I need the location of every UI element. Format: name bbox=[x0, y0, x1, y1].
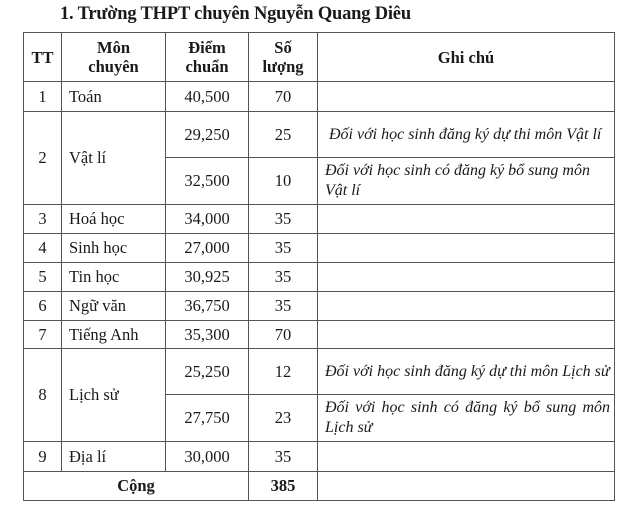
cell-ghi-chu: Đối với học sinh có đăng ký bổ sung môn Vật lí bbox=[318, 158, 615, 205]
cell-mon: Địa lí bbox=[62, 442, 166, 472]
cell-ghi-chu bbox=[318, 321, 615, 349]
cell-so-luong: 70 bbox=[249, 321, 318, 349]
document-title: 1. Trường THPT chuyên Nguyễn Quang Diêu bbox=[60, 4, 411, 24]
cell-tt: 8 bbox=[24, 349, 62, 442]
header-diem-chuan: Điểm chuẩn bbox=[166, 33, 249, 82]
table-row bbox=[24, 82, 615, 112]
cell-so-luong: 12 bbox=[249, 349, 318, 395]
cell-so-luong: 70 bbox=[249, 82, 318, 112]
cell-mon: Sinh học bbox=[62, 234, 166, 263]
cell-diem: 25,250 bbox=[166, 349, 249, 395]
cell-mon: Hoá học bbox=[62, 205, 166, 234]
total-ghi-chu bbox=[318, 472, 615, 501]
cell-mon: Tin học bbox=[62, 263, 166, 292]
cell-ghi-chu bbox=[318, 292, 615, 321]
cell-mon: Toán bbox=[62, 82, 166, 112]
cell-diem: 35,300 bbox=[166, 321, 249, 349]
table-total-row bbox=[24, 472, 615, 501]
cell-diem: 27,750 bbox=[166, 395, 249, 442]
cell-tt: 6 bbox=[24, 292, 62, 321]
cell-diem: 40,500 bbox=[166, 82, 249, 112]
cell-mon: Vật lí bbox=[62, 112, 166, 205]
cell-ghi-chu bbox=[318, 205, 615, 234]
cell-diem: 30,000 bbox=[166, 442, 249, 472]
table-row bbox=[24, 442, 615, 472]
table-row bbox=[24, 263, 615, 292]
cell-tt: 2 bbox=[24, 112, 62, 205]
table-row bbox=[24, 205, 615, 234]
cell-so-luong: 35 bbox=[249, 263, 318, 292]
cell-ghi-chu bbox=[318, 82, 615, 112]
total-value: 385 bbox=[249, 472, 318, 501]
header-tt: TT bbox=[24, 33, 62, 82]
table-row bbox=[24, 112, 615, 158]
cell-ghi-chu: Đối với học sinh đăng ký dự thi môn Lịch sử bbox=[318, 349, 615, 395]
cell-diem: 36,750 bbox=[166, 292, 249, 321]
table-row bbox=[24, 321, 615, 349]
header-so-luong: Số lượng bbox=[249, 33, 318, 82]
cell-ghi-chu bbox=[318, 234, 615, 263]
table-header-row bbox=[24, 33, 615, 82]
table-row bbox=[24, 349, 615, 395]
header-ghi-chu: Ghi chú bbox=[318, 33, 615, 82]
cell-ghi-chu: Đối với học sinh đăng ký dự thi môn Vật lí bbox=[318, 112, 615, 158]
cell-so-luong: 35 bbox=[249, 442, 318, 472]
cell-tt: 5 bbox=[24, 263, 62, 292]
cell-so-luong: 25 bbox=[249, 112, 318, 158]
cell-diem: 29,250 bbox=[166, 112, 249, 158]
cell-tt: 9 bbox=[24, 442, 62, 472]
cell-mon: Tiếng Anh bbox=[62, 321, 166, 349]
cell-ghi-chu bbox=[318, 442, 615, 472]
header-mon-chuyen: Môn chuyên bbox=[62, 33, 166, 82]
cell-diem: 30,925 bbox=[166, 263, 249, 292]
cell-mon: Lịch sử bbox=[62, 349, 166, 442]
total-label: Cộng bbox=[24, 472, 249, 501]
cell-diem: 32,500 bbox=[166, 158, 249, 205]
cell-tt: 4 bbox=[24, 234, 62, 263]
cell-tt: 3 bbox=[24, 205, 62, 234]
admission-scores-table bbox=[23, 32, 615, 501]
cell-diem: 27,000 bbox=[166, 234, 249, 263]
cell-so-luong: 35 bbox=[249, 205, 318, 234]
cell-so-luong: 35 bbox=[249, 292, 318, 321]
table-row bbox=[24, 292, 615, 321]
cell-so-luong: 10 bbox=[249, 158, 318, 205]
cell-so-luong: 23 bbox=[249, 395, 318, 442]
cell-tt: 1 bbox=[24, 82, 62, 112]
cell-ghi-chu bbox=[318, 263, 615, 292]
cell-mon: Ngữ văn bbox=[62, 292, 166, 321]
cell-ghi-chu: Đối với học sinh có đăng ký bổ sung môn Lịch sử bbox=[318, 395, 615, 442]
cell-so-luong: 35 bbox=[249, 234, 318, 263]
cell-diem: 34,000 bbox=[166, 205, 249, 234]
table-row bbox=[24, 234, 615, 263]
cell-tt: 7 bbox=[24, 321, 62, 349]
